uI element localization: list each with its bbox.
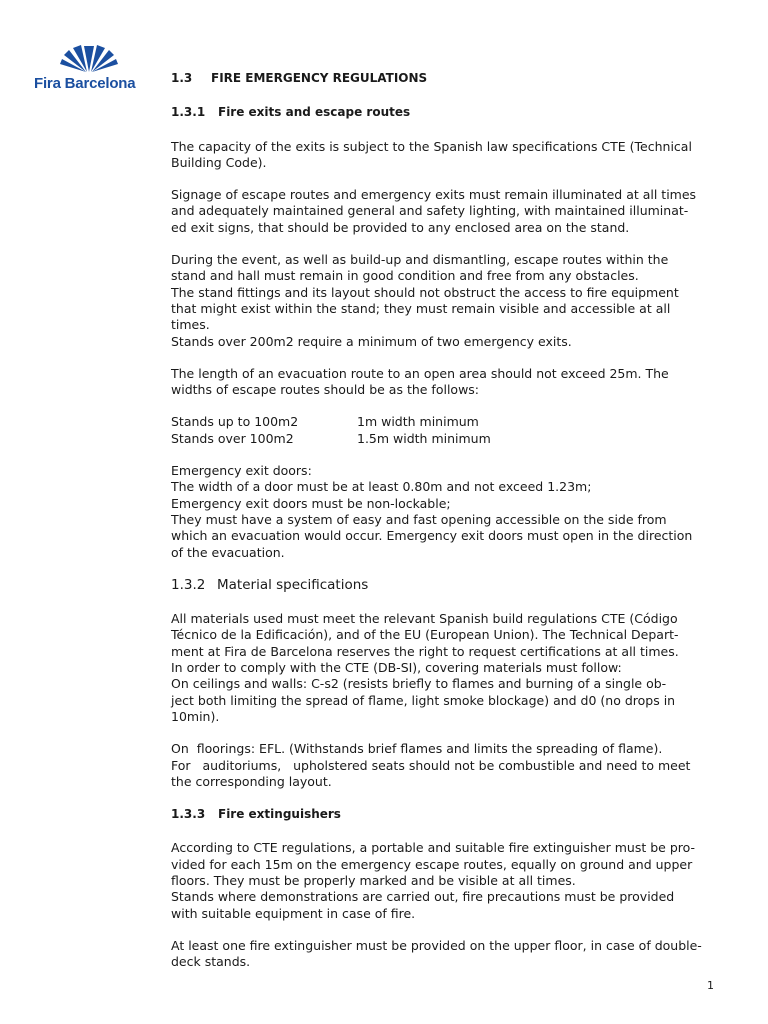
text-line: vided for each 15m on the emergency escape routes, equally on ground and upper: [171, 856, 693, 872]
text-line: 10min).: [171, 708, 220, 724]
text-line: For auditoriums, upholstered seats should not be combustible and need to meet: [171, 757, 691, 773]
logo-text: Fira Barcelona: [34, 75, 136, 92]
section-title: Fire exits and escape routes: [218, 105, 411, 120]
paragraph-escape-routes: [171, 252, 731, 350]
text-line: During the event, as well as build-up and dismantling, escape routes within the: [171, 252, 669, 268]
text-line: ject both limiting the spread of flame, light smoke blockage) and d0 (no drops in: [171, 692, 676, 708]
fan-logo-icon: [60, 42, 118, 72]
text-line: and adequately maintained general and safety lighting, with maintained illuminat-: [171, 203, 689, 219]
text-line: The stand fittings and its layout should not obstruct the access to fire equipment: [171, 284, 679, 300]
paragraph-exit-capacity: [171, 139, 731, 172]
section-number: 1.3.1: [171, 105, 206, 120]
text-line: floors. They must be properly marked and be visible at all times.: [171, 872, 576, 888]
text-line: The capacity of the exits is subject to the Spanish law specifications CTE (Technical: [171, 138, 692, 154]
paragraph-extinguishers: [171, 840, 731, 921]
text-line: Emergency exit doors:: [171, 463, 312, 479]
paragraph-floorings: [171, 741, 731, 790]
section-title: Material specifications: [217, 576, 369, 593]
text-line: Técnico de la Edificación), and of the EU (European Union). The Technical Depart-: [171, 627, 679, 643]
text-line: Stands where demonstrations are carried out, fire precautions must be provided: [171, 889, 675, 905]
text-line: At least one fire extinguisher must be provided on the upper floor, in case of double-: [171, 937, 702, 953]
text-line: Emergency exit doors must be non-lockable;: [171, 495, 451, 511]
width-requirements-table: [171, 414, 731, 447]
text-line: Stands over 200m2 require a minimum of two emergency exits.: [171, 333, 572, 349]
section-number: 1.3: [171, 71, 193, 85]
width-label: Stands over 100m2: [171, 430, 294, 446]
paragraph-double-deck: [171, 938, 731, 971]
section-title: Fire extinguishers: [218, 807, 341, 822]
section-heading-1-3-1: [171, 104, 731, 120]
section-title: FIRE EMERGENCY REGULATIONS: [211, 71, 428, 85]
paragraph-materials: [171, 611, 731, 725]
page-number: 1: [707, 979, 714, 992]
width-label: Stands up to 100m2: [171, 414, 299, 430]
text-line: Building Code).: [171, 154, 267, 170]
paragraph-signage: [171, 187, 731, 236]
section-heading-1-3: [171, 70, 731, 86]
text-line: ed exit signs, that should be provided to any enclosed area on the stand.: [171, 219, 630, 235]
text-line: stand and hall must remain in good condition and free from any obstacles.: [171, 268, 639, 284]
text-line: On floorings: EFL. (Withstands brief flames and limits the spreading of flame).: [171, 741, 663, 757]
text-line: with suitable equipment in case of fire.: [171, 905, 416, 921]
text-line: of the evacuation.: [171, 544, 285, 560]
width-row: [171, 414, 731, 430]
text-line: the corresponding layout.: [171, 773, 332, 789]
fira-barcelona-logo: [34, 42, 144, 92]
text-line: In order to comply with the CTE (DB-SI), covering materials must follow:: [171, 660, 622, 676]
text-line: ment at Fira de Barcelona reserves the right to request certifications at all times.: [171, 643, 679, 659]
width-row: [171, 431, 731, 447]
text-line: According to CTE regulations, a portable and suitable fire extinguisher must be pro-: [171, 840, 696, 856]
text-line: They must have a system of easy and fast opening accessible on the side from: [171, 511, 667, 527]
width-value: 1.5m width minimum: [357, 430, 491, 446]
section-number: 1.3.2: [171, 576, 206, 593]
width-value: 1m width minimum: [357, 414, 479, 430]
text-line: On ceilings and walls: C-s2 (resists briefly to flames and burning of a single ob-: [171, 676, 667, 692]
text-line: that might exist within the stand; they must remain visible and accessible at all: [171, 300, 671, 316]
section-heading-1-3-2: [171, 577, 731, 593]
document-body: [171, 67, 731, 986]
section-number: 1.3.3: [171, 807, 206, 822]
text-line: Signage of escape routes and emergency exits must remain illuminated at all times: [171, 187, 697, 203]
text-line: times.: [171, 317, 210, 333]
text-line: deck stands.: [171, 954, 251, 970]
text-line: The length of an evacuation route to an open area should not exceed 25m. The: [171, 365, 669, 381]
text-line: All materials used must meet the relevant Spanish build regulations CTE (Código: [171, 611, 678, 627]
text-line: widths of escape routes should be as the follows:: [171, 382, 480, 398]
paragraph-exit-doors: [171, 463, 731, 561]
text-line: The width of a door must be at least 0.80m and not exceed 1.23m;: [171, 479, 592, 495]
paragraph-evacuation-length: [171, 366, 731, 399]
text-line: which an evacuation would occur. Emergency exit doors must open in the direction: [171, 528, 693, 544]
section-heading-1-3-3: [171, 806, 731, 822]
